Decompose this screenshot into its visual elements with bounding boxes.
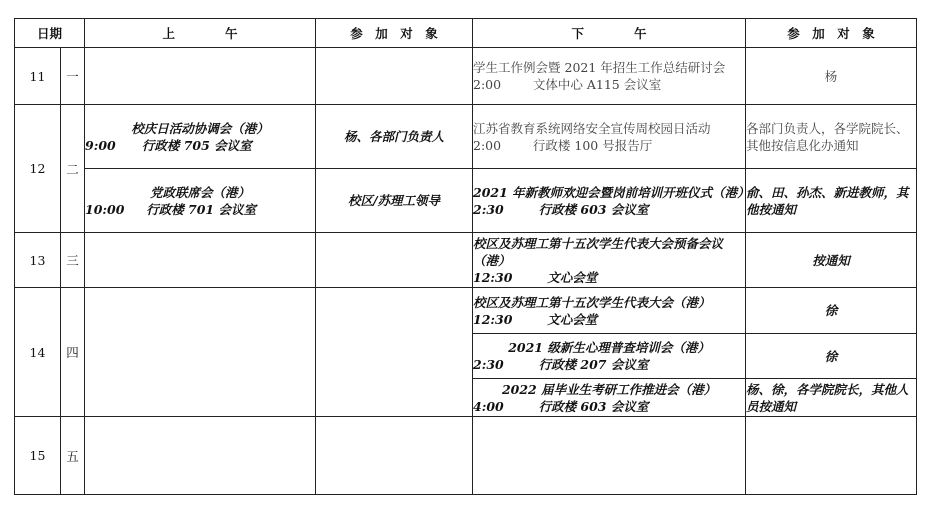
schedule-table xyxy=(14,18,917,495)
header-morning-attendees: 参 加 对 象 xyxy=(316,19,473,48)
event-place: 行政楼 100 号报告厅 xyxy=(532,137,653,153)
header-afternoon: 下 午 xyxy=(473,19,746,48)
event-title: 校庆日活动协调会（港） xyxy=(131,120,269,136)
event-time: 2:00 xyxy=(473,137,502,153)
afternoon-event xyxy=(473,379,746,417)
morning-event xyxy=(85,169,316,233)
afternoon-attendees: 杨、徐，各学院院长，其他人员按通知 xyxy=(746,379,917,417)
day-number: 11 xyxy=(15,48,61,105)
event-place: 行政楼 603 会议室 xyxy=(538,201,649,217)
table-row xyxy=(15,288,917,334)
afternoon-attendees: 俞、田、孙杰、新进教师，其他按通知 xyxy=(746,169,917,233)
event-time: 2:00 xyxy=(473,77,502,92)
header-afternoon-attendees: 参 加 对 象 xyxy=(746,19,917,48)
day-number: 12 xyxy=(15,105,61,233)
header-date: 日期 xyxy=(15,19,85,48)
header-row xyxy=(15,19,917,48)
afternoon-attendees: 按通知 xyxy=(746,233,917,288)
morning-cell xyxy=(85,48,316,105)
event-place: 文心会堂 xyxy=(547,269,598,285)
event-time: 10:00 xyxy=(85,201,125,217)
afternoon-attendees-cell xyxy=(746,417,917,495)
afternoon-attendees: 徐 xyxy=(746,334,917,379)
morning-cell xyxy=(85,233,316,288)
afternoon-event xyxy=(473,105,746,169)
weekday: 二 xyxy=(61,105,85,233)
morning-attendees-cell xyxy=(316,417,473,495)
afternoon-event xyxy=(473,169,750,233)
event-place: 行政楼 701 会议室 xyxy=(146,201,256,217)
afternoon-event xyxy=(473,334,746,379)
event-time: 12:30 xyxy=(473,269,513,285)
day-number: 15 xyxy=(15,417,61,495)
event-title: 2021 年新教师欢迎会暨岗前培训开班仪式（港） xyxy=(473,184,750,200)
event-title: 校区及苏理工第十五次学生代表大会预备会议（港） xyxy=(473,235,724,268)
weekday: 四 xyxy=(61,288,85,417)
day-number: 13 xyxy=(15,233,61,288)
table-row xyxy=(15,48,917,105)
event-title: 校区及苏理工第十五次学生代表大会（港） xyxy=(473,294,711,310)
event-place: 行政楼 705 会议室 xyxy=(141,137,252,153)
afternoon-event xyxy=(473,48,746,105)
afternoon-event xyxy=(473,288,746,334)
event-place: 文体中心 A115 会议室 xyxy=(532,77,662,92)
morning-attendees-cell xyxy=(316,288,473,417)
morning-cell xyxy=(85,288,316,417)
event-time: 12:30 xyxy=(473,311,513,327)
afternoon-attendees: 各部门负责人，各学院院长、其他按信息化办通知 xyxy=(746,105,917,169)
morning-cell xyxy=(85,417,316,495)
table-row xyxy=(15,417,917,495)
header-morning: 上 午 xyxy=(85,19,316,48)
afternoon-attendees: 杨 xyxy=(746,48,917,105)
event-place: 文心会堂 xyxy=(547,311,598,327)
day-number: 14 xyxy=(15,288,61,417)
event-time: 2:30 xyxy=(473,201,504,217)
table-row xyxy=(15,233,917,288)
afternoon-attendees: 徐 xyxy=(746,288,917,334)
event-place: 行政楼 603 会议室 xyxy=(538,398,649,414)
table-row xyxy=(15,105,917,169)
table-row xyxy=(15,169,917,233)
event-title: 学生工作例会暨 2021 年招生工作总结研讨会 xyxy=(473,60,726,75)
weekday: 一 xyxy=(61,48,85,105)
event-place: 行政楼 207 会议室 xyxy=(538,357,649,372)
event-title: 江苏省教育系统网络安全宣传周校园日活动 xyxy=(473,120,711,136)
morning-attendees: 校区/苏理工领导 xyxy=(316,169,473,233)
morning-attendees-cell xyxy=(316,48,473,105)
event-time: 4:00 xyxy=(473,398,504,414)
event-title: 党政联席会（港） xyxy=(150,184,251,200)
morning-attendees-cell xyxy=(316,233,473,288)
afternoon-cell xyxy=(473,417,746,495)
afternoon-event xyxy=(473,233,746,288)
event-title: 2022 届毕业生考研工作推进会（港） xyxy=(501,381,717,397)
weekday: 五 xyxy=(61,417,85,495)
morning-attendees: 杨、各部门负责人 xyxy=(316,105,473,169)
event-time: 2:30 xyxy=(473,357,504,372)
morning-event xyxy=(85,105,316,169)
weekday: 三 xyxy=(61,233,85,288)
event-title: 2021 级新生心理普查培训会（港） xyxy=(508,340,710,355)
event-time: 9:00 xyxy=(85,137,116,153)
